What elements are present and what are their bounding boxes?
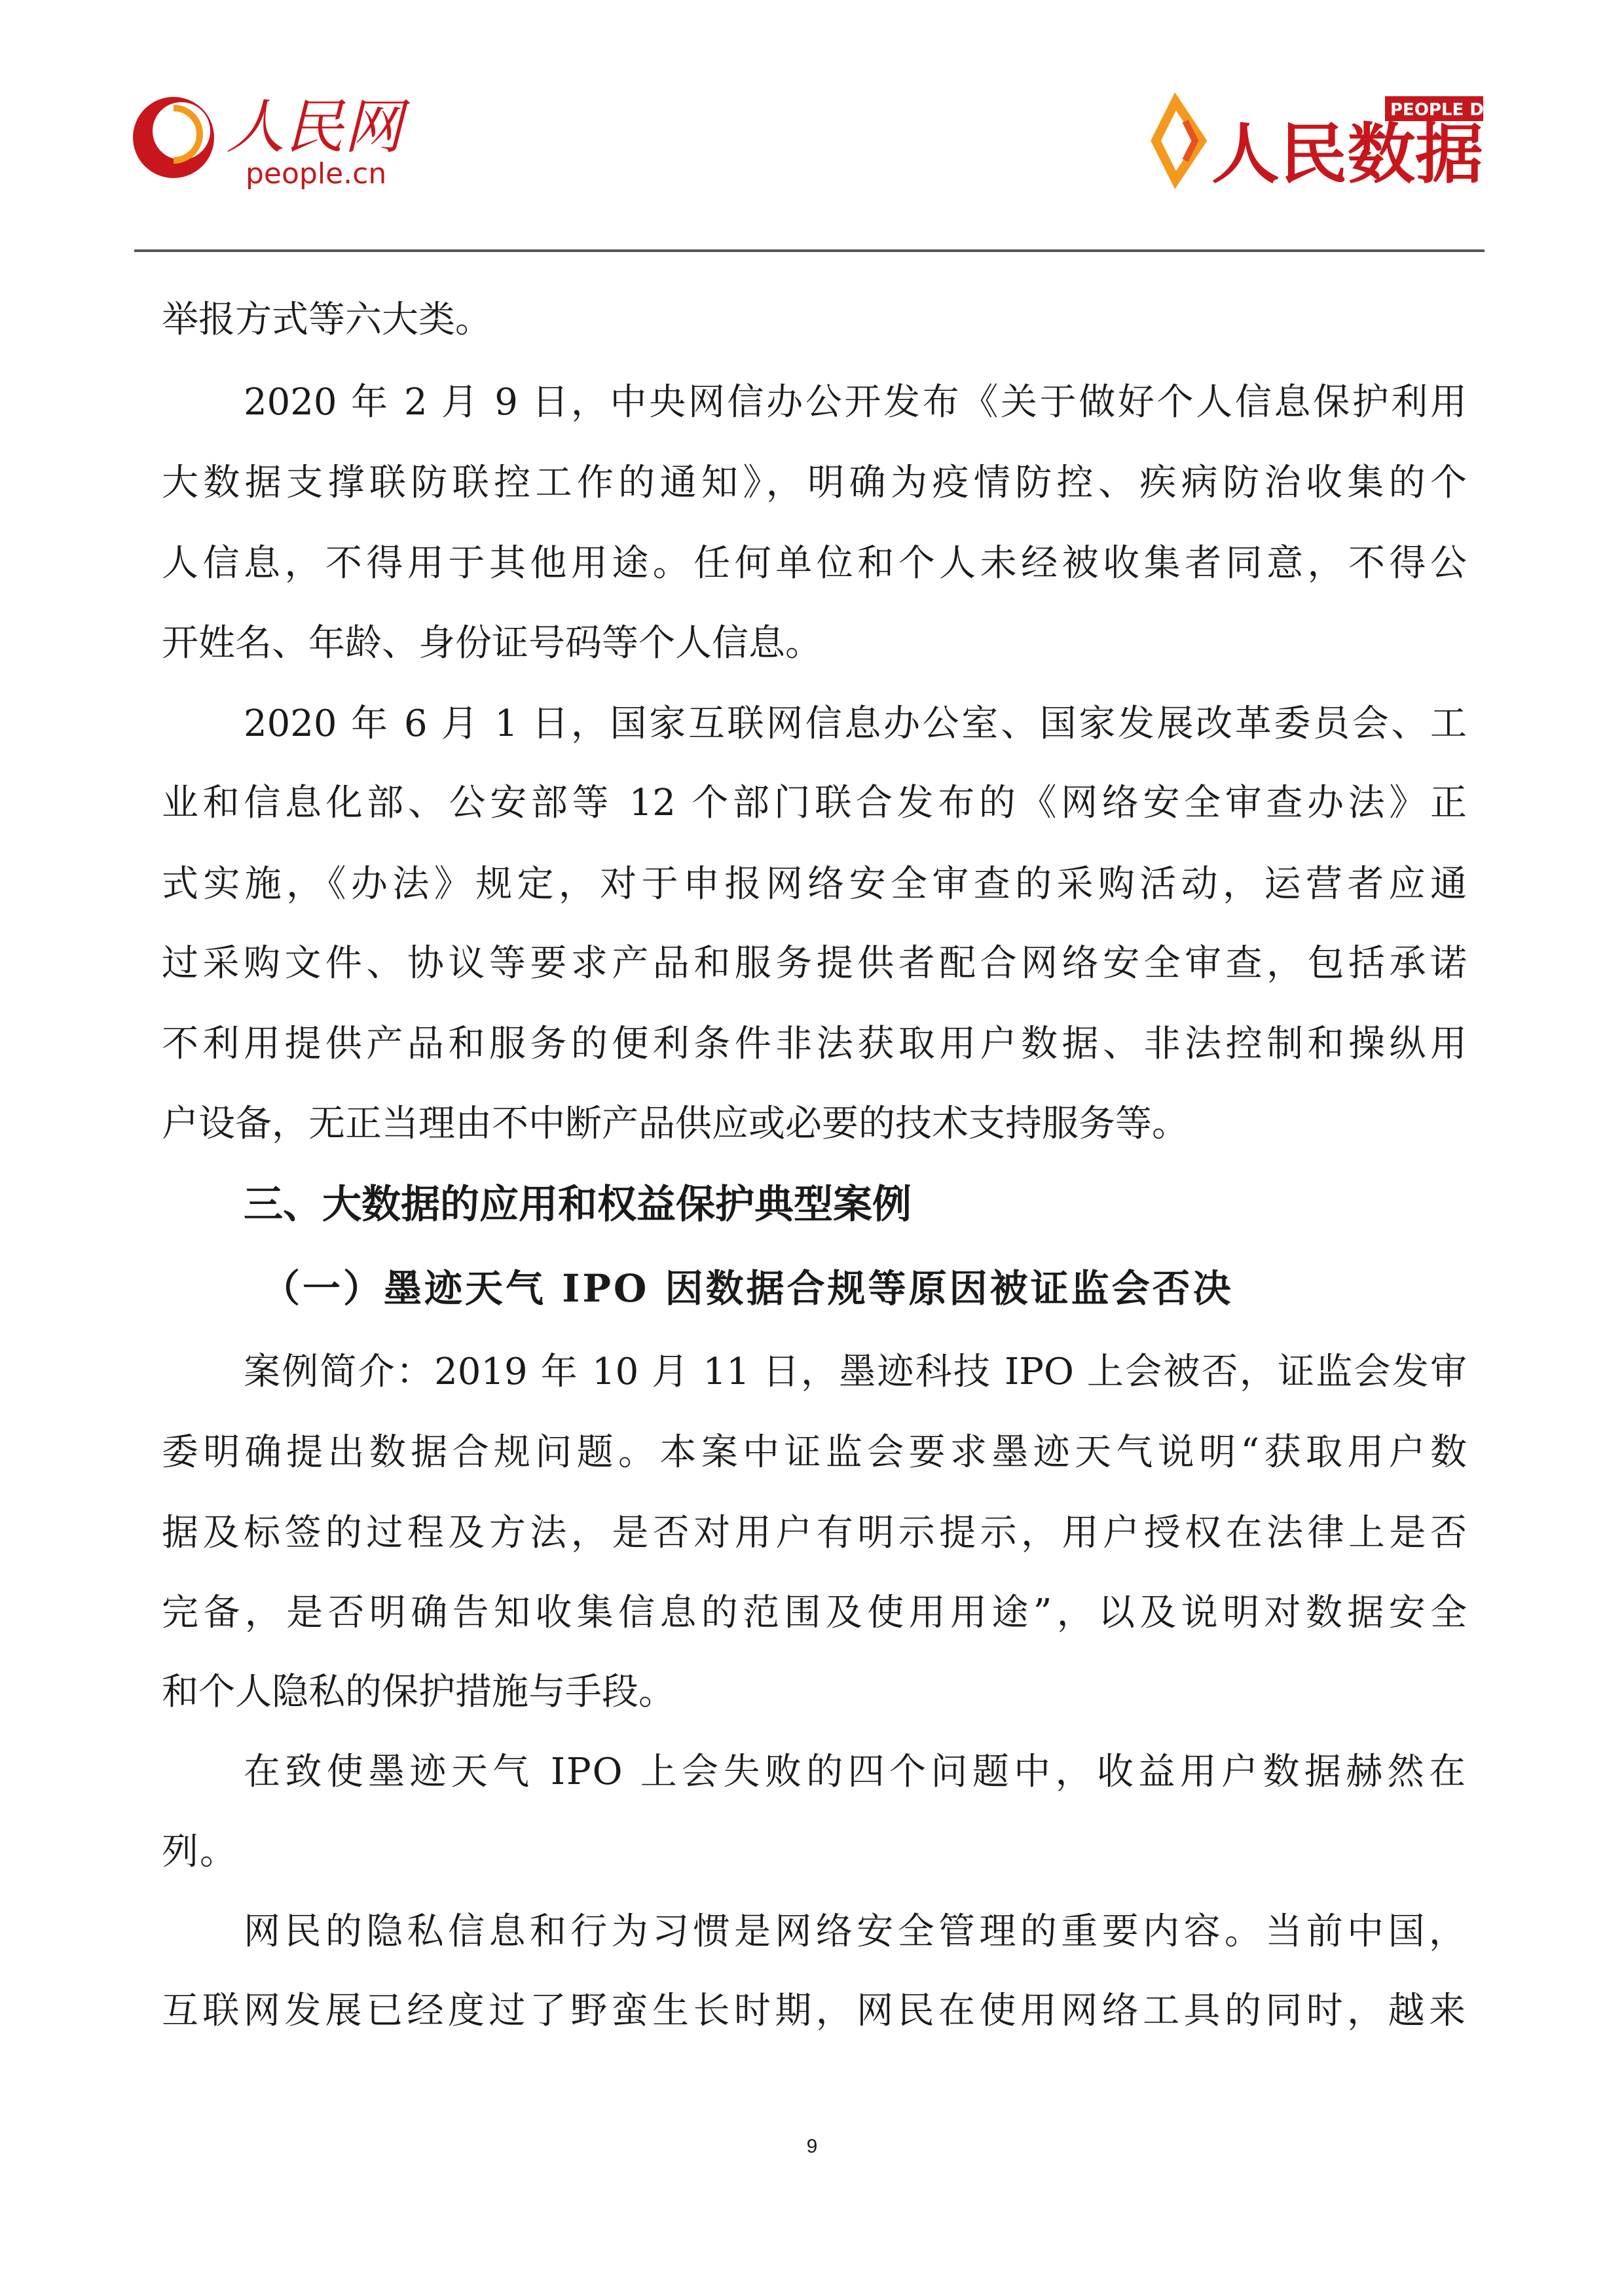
body-line: 业和信息化部、公安部等 12 个部门联合发布的《网络安全审查办法》正 [162, 782, 1467, 824]
header-divider [134, 249, 1485, 252]
case-line: 委明确提出数据合规问题。本案中证监会要求墨迹天气说明“获取用户数 [162, 1431, 1467, 1474]
case-line: 和个人隐私的保护措施与手段。 [162, 1671, 675, 1713]
body-line: 人信息，不得用于其他用途。任何单位和个人未经被收集者同意，不得公 [162, 542, 1467, 585]
page-number: 9 [806, 2136, 818, 2157]
subsection-heading: （一）墨迹天气 IPO 因数据合规等原因被证监会否决 [262, 1266, 1234, 1311]
case-line: 互联网发展已经度过了野蛮生长时期，网民在使用网络工具的同时，越来 [162, 1990, 1467, 2032]
people-data-logo [1149, 88, 1519, 193]
case-line: 在致使墨迹天气 IPO 上会失败的四个问题中，收益用户数据赫然在 [244, 1751, 1467, 1793]
body-line: 开姓名、年龄、身份证号码等个人信息。 [162, 622, 822, 665]
case-line: 据及标签的过程及方法，是否对用户有明示提示，用户授权在法律上是否 [162, 1512, 1467, 1554]
body-line: 过采购文件、协议等要求产品和服务提供者配合网络安全审查，包括承诺 [162, 942, 1467, 985]
case-line: 列。 [162, 1831, 238, 1873]
body-line: 式实施，《办法》规定，对于申报网络安全审查的采购活动，运营者应通 [162, 863, 1467, 905]
right-logo-badge: PEOPLE DATA [1390, 100, 1519, 120]
body-line: 大数据支撑联防联控工作的通知》，明确为疫情防控、疾病防治收集的个 [162, 462, 1467, 504]
right-logo-text: 人民数据 [1211, 116, 1483, 192]
body-line: 举报方式等六大类。 [162, 299, 492, 341]
left-logo-url: people.cn [246, 157, 387, 191]
body-line: 不利用提供产品和服务的便利条件非法获取用户数据、非法控制和操纵用 [162, 1023, 1467, 1065]
body-line: 2020 年 6 月 1 日，国家互联网信息办公室、国家发展改革委员会、工 [244, 702, 1467, 745]
body-line: 户设备，无正当理由不中断产品供应或必要的技术支持服务等。 [162, 1102, 1189, 1145]
body-line: 2020 年 2 月 9 日，中央网信办公开发布《关于做好个人信息保护利用 [244, 381, 1467, 424]
case-line: 案例简介：2019 年 10 月 11 日，墨迹科技 IPO 上会被否，证监会发审 [244, 1351, 1467, 1393]
section-heading: 三、大数据的应用和权益保护典型案例 [244, 1182, 912, 1228]
left-logo-text: 人民网 [226, 93, 403, 162]
people-cn-logo [128, 85, 409, 196]
case-line: 网民的隐私信息和行为习惯是网络安全管理的重要内容。当前中国， [244, 1910, 1467, 1953]
case-line: 完备，是否明确告知收集信息的范围及使用用途”，以及说明对数据安全 [162, 1592, 1467, 1634]
